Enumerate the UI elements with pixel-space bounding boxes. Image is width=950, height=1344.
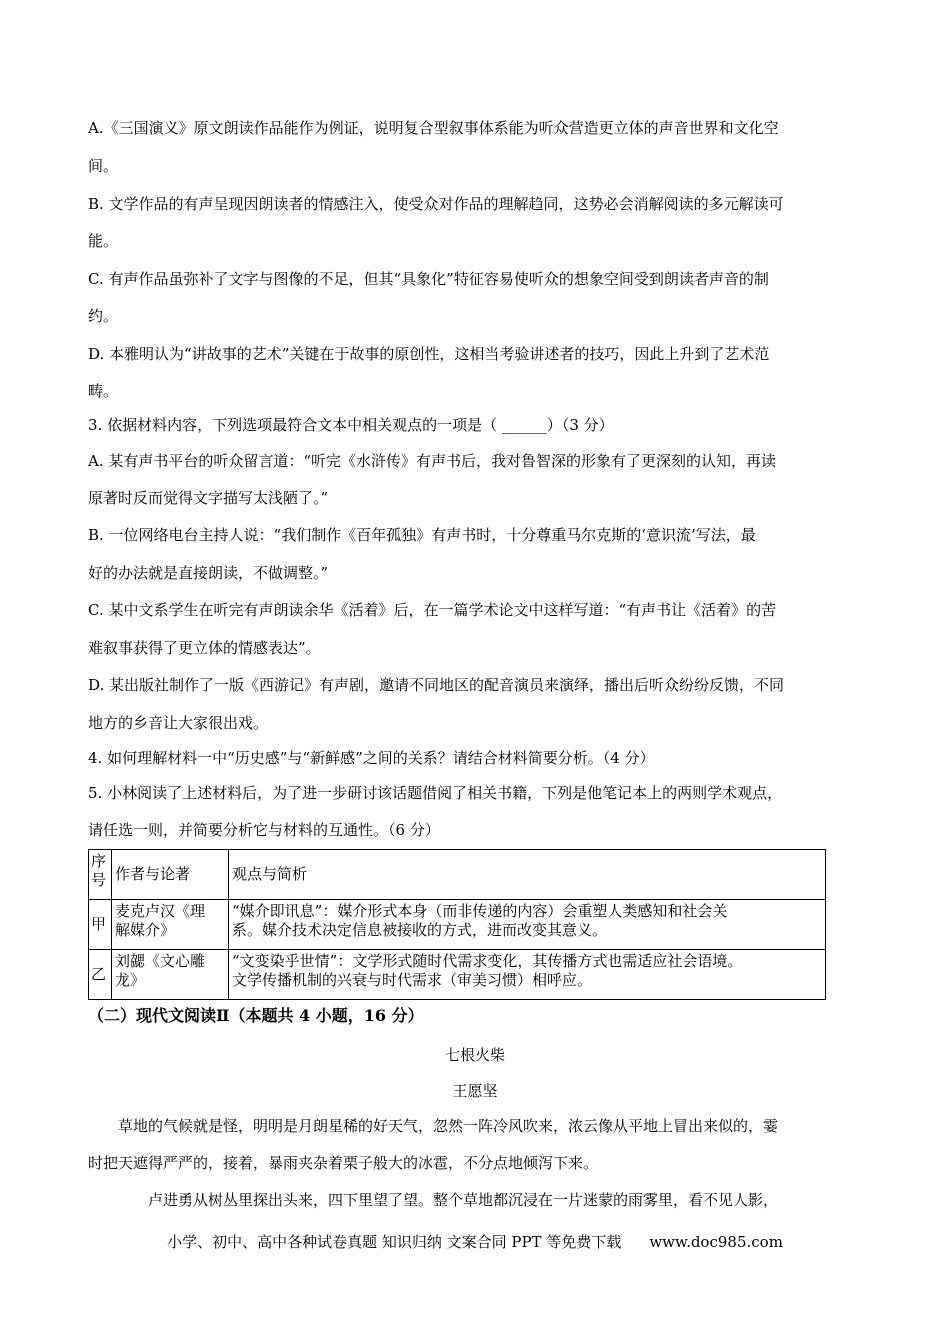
page-footer bbox=[0, 1232, 950, 1252]
story-paragraph1-line2: 时把天遮得严严的，接着，暴雨夹杂着栗子般大的冰雹，不分点地倾泻下来。 bbox=[88, 1154, 599, 1172]
q3-option-c-line1: C. 某中文系学生在听完有声朗读余华《活着》后，在一篇学术论文中这样写道：“有声书让《活着》的苦 bbox=[88, 601, 777, 619]
row-author: 刘勰《文心雕 龙》 bbox=[112, 950, 229, 1000]
table-row bbox=[89, 950, 826, 1000]
q5-line2: 请任选一则，并简要分析它与材料的互通性。（6 分） bbox=[88, 821, 440, 839]
table-row bbox=[89, 900, 826, 950]
q3-stem: 3. 依据材料内容，下列选项最符合文本中相关观点的一项是（ ______）（3 分） bbox=[88, 416, 614, 434]
story-author: 王愿坚 bbox=[452, 1082, 498, 1100]
q3-option-d-line2: 地方的乡音让大家很出戏。 bbox=[88, 714, 269, 732]
q2-option-a-line2: 间。 bbox=[88, 157, 119, 175]
story-title: 七根火柴 bbox=[444, 1046, 505, 1064]
header-index: 序 号 bbox=[89, 850, 112, 900]
q3-option-c-line2: 难叙事获得了更立体的情感表达”。 bbox=[88, 639, 321, 657]
header-author: 作者与论著 bbox=[112, 850, 229, 900]
story-paragraph1-line1: 草地的气候就是怪，明明是月朗星稀的好天气，忽然一阵冷风吹来，浓云像从平地上冒出来似的，霎 bbox=[118, 1117, 779, 1135]
q5-line1: 5. 小林阅读了上述材料后，为了进一步研讨该话题借阅了相关书籍，下列是他笔记本上的两则学术观点， bbox=[88, 784, 783, 802]
footer-url[interactable]: www.doc985.com bbox=[649, 1233, 783, 1251]
q3-option-b-line1: B. 一位网络电台主持人说：“我们制作《百年孤独》有声书时，十分尊重马尔克斯的‘意识流’写法，最 bbox=[88, 526, 756, 544]
q2-option-d-line1: D. 本雅明认为“讲故事的艺术”关键在于故事的原创性，这相当考验讲述者的技巧，因此上升到了艺术范 bbox=[88, 345, 770, 363]
viewpoints-table bbox=[88, 849, 826, 1000]
q2-option-b-line2: 能。 bbox=[88, 232, 119, 250]
q4-question: 4. 如何理解材料一中“历史感”与“新鲜感”之间的关系？请结合材料简要分析。（4 分） bbox=[88, 749, 655, 767]
q2-option-b-line1: B. 文学作品的有声呈现因朗读者的情感注入，使受众对作品的理解趋同，这势必会消解阅读的多元解读可 bbox=[88, 195, 784, 213]
row-index: 乙 bbox=[89, 950, 112, 1000]
row-viewpoint: “媒介即讯息”：媒介形式本身（而非传递的内容）会重塑人类感知和社会关 系。媒介技术决定信息被接收的方式，进而改变其意义。 bbox=[229, 900, 826, 950]
q3-option-b-line2: 好的办法就是直接朗读，不做调整。” bbox=[88, 564, 329, 582]
q2-option-d-line2: 畴。 bbox=[88, 382, 119, 400]
row-index: 甲 bbox=[89, 900, 112, 950]
q2-option-a-line1: A.《三国演义》原文朗读作品能作为例证，说明复合型叙事体系能为听众营造更立体的声音世界和文化空 bbox=[88, 119, 779, 137]
table-header-row bbox=[89, 850, 826, 900]
row-author: 麦克卢汉《理 解媒介》 bbox=[112, 900, 229, 950]
q3-option-a-line1: A. 某有声书平台的听众留言道：“听完《水浒传》有声书后，我对鲁智深的形象有了更深刻的认知，再读 bbox=[88, 452, 777, 470]
q3-option-a-line2: 原著时反而觉得文字描写太浅陋了。” bbox=[88, 489, 329, 507]
q3-option-d-line1: D. 某出版社制作了一版《西游记》有声剧，邀请不同地区的配音演员来演绎，播出后听众纷纷反馈，不同 bbox=[88, 676, 785, 694]
q2-option-c-line2: 约。 bbox=[88, 307, 119, 325]
section-heading: （二）现代文阅读Ⅱ（本题共 4 小题，16 分） bbox=[88, 1006, 424, 1025]
footer-text: 小学、初中、高中各种试卷真题 知识归纳 文案合同 PPT 等免费下载 bbox=[167, 1233, 622, 1251]
header-viewpoint: 观点与简析 bbox=[229, 850, 826, 900]
q2-option-c-line1: C. 有声作品虽弥补了文字与图像的不足，但其“具象化”特征容易使听众的想象空间受到朗读者声音的制 bbox=[88, 270, 769, 288]
row-viewpoint: “文变染乎世情”：文学形式随时代需求变化，其传播方式也需适应社会语境。 文学传播机制的兴衰与时代需求（审美习惯）相呼应。 bbox=[229, 950, 826, 1000]
story-paragraph2-line1: 卢进勇从树丛里探出头来，四下里望了望。整个草地都沉浸在一片迷蒙的雨雾里，看不见人影， bbox=[148, 1191, 779, 1209]
